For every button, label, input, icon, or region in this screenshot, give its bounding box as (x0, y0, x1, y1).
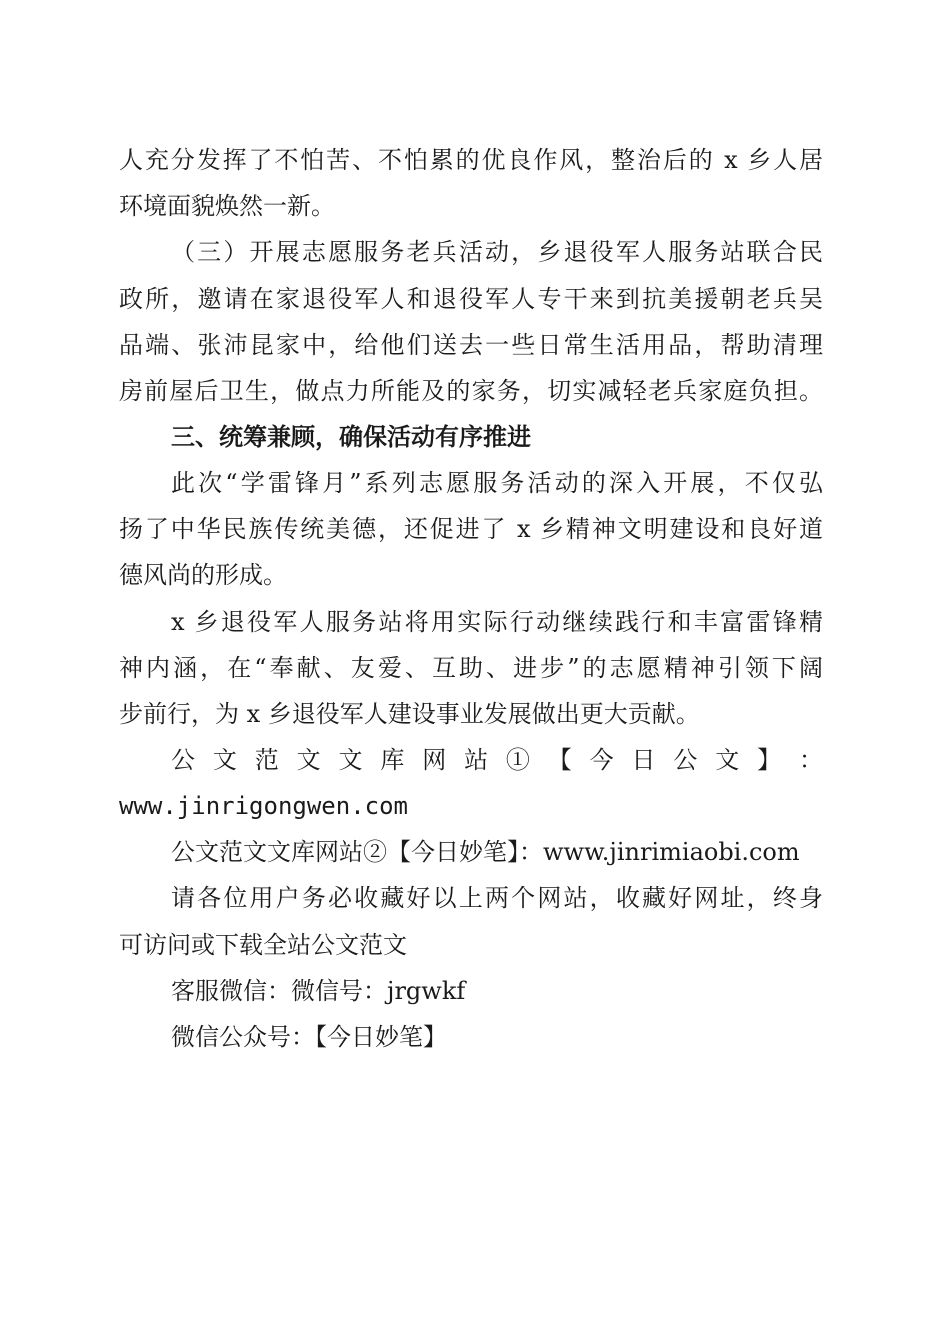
paragraph-line: x 乡退役军人服务站将用实际行动继续践行和丰富雷锋精 (171, 608, 823, 636)
paragraph-line: 神内涵，在“奉献、友爱、互助、进步”的志愿精神引领下阔 (119, 654, 823, 682)
paragraph-line: 环境面貌焕然一新。 (119, 192, 335, 220)
section-heading: 三、统筹兼顾，确保活动有序推进 (171, 423, 531, 451)
website-url-1[interactable]: www.jinrigongwen.com (119, 792, 408, 820)
paragraph-line: 此次“学雷锋月”系列志愿服务活动的深入开展，不仅弘 (171, 469, 823, 497)
paragraph-line: 人充分发挥了不怕苦、不怕累的优良作风，整治后的 x 乡人居 (119, 146, 823, 174)
paragraph-line: （三）开展志愿服务老兵活动，乡退役军人服务站联合民 (171, 238, 823, 266)
paragraph-line: 扬了中华民族传统美德，还促进了 x 乡精神文明建设和良好道 (119, 515, 823, 543)
paragraph-line: 房前屋后卫生，做点力所能及的家务，切实减轻老兵家庭负担。 (119, 377, 823, 405)
paragraph-line: 请各位用户务必收藏好以上两个网站，收藏好网址，终身 (171, 884, 823, 912)
website-line: 公 文 范 文 文 库 网 站 ① 【 今 日 公 文 】 ： (171, 746, 823, 774)
paragraph-line: 可访问或下载全站公文范文 (119, 931, 407, 959)
paragraph-line: 德风尚的形成。 (119, 561, 287, 589)
paragraph-line: 品端、张沛昆家中，给他们送去一些日常生活用品，帮助清理 (119, 331, 823, 359)
paragraph-line: 政所，邀请在家退役军人和退役军人专干来到抗美援朝老兵吴 (119, 285, 823, 313)
website-line-2: 公文范文文库网站②【今日妙笔】：www.jinrimiaobi.com (171, 838, 800, 866)
wechat-official-line: 微信公众号：【今日妙笔】 (171, 1023, 447, 1051)
wechat-service-line: 客服微信：微信号：jrgwkf (171, 977, 466, 1005)
paragraph-line: 步前行，为 x 乡退役军人建设事业发展做出更大贡献。 (119, 700, 700, 728)
